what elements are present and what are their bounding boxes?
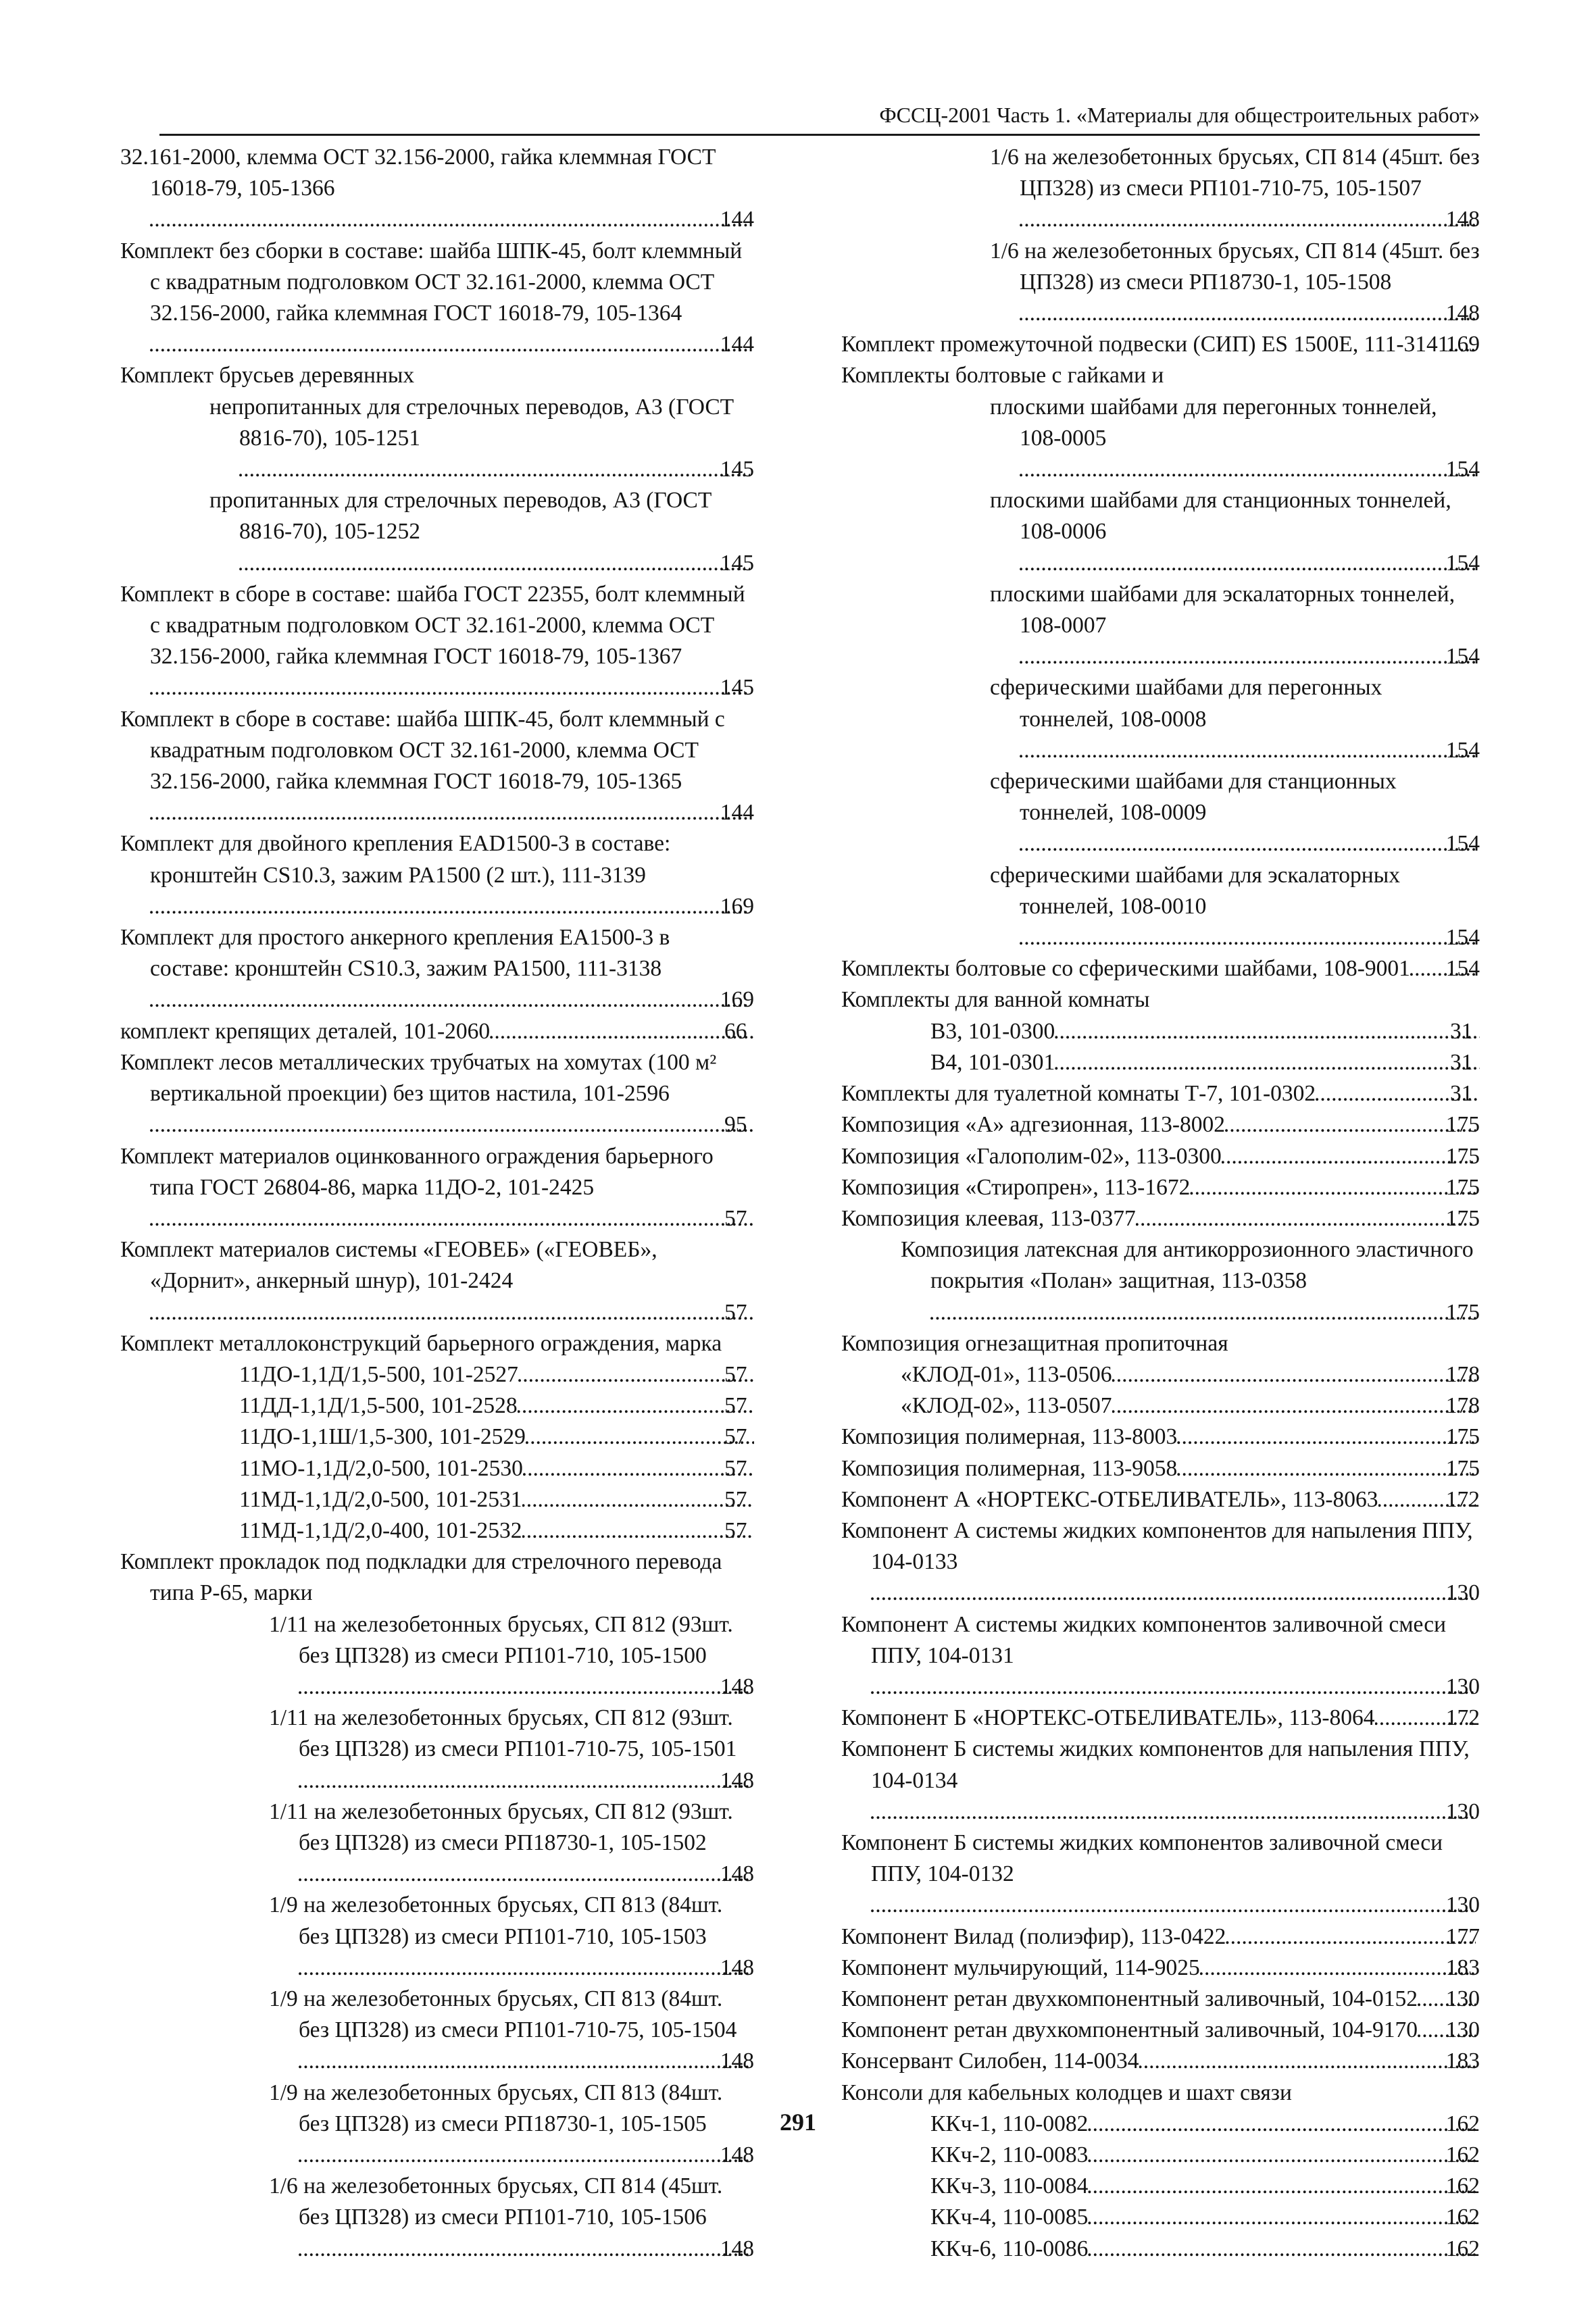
entry-text: Компонент мульчирующий, 114-9025 [841,1955,1200,1980]
entry-page: 130 [1445,1799,1480,1824]
entry-text: Композиция полимерная, 113-9058 [841,1455,1178,1481]
entry-text: плоскими шайбами для эскалаторных тоннелей, 108-0007 [990,581,1461,638]
entry-text: Композиция полимерная, 113-8003 [841,1424,1178,1450]
entry-text: 11ДО-1,1Ш/1,5-300, 101-2529 [239,1424,526,1450]
index-entry: 11ДО-1,1Ш/1,5-300, 101-2529 ..... 57 [120,1422,754,1453]
index-heading: Композиция огнезащитная пропиточная [841,1330,1228,1356]
dot-leader [1136,1203,1476,1234]
entry-text: Комплект материалов системы «ГЕОВЕБ» («ГЕОВЕБ», «Дорнит», анкерный шнур), 101-2424 [120,1237,664,1294]
entry-text: Комплекты болтовые со сферическими шайбами, 108-9001 [841,956,1410,982]
index-entry [841,2202,1480,2233]
index-entry [841,953,1480,984]
running-header: ФССЦ-2001 Часть 1. «Материалы для общестроительных работ» [879,103,1480,127]
index-heading: Комплект прокладок под подкладки для стрелочного перевода типа Р-65, марки [120,1549,728,1606]
dot-leader [150,204,750,235]
entry-page: 154 [1445,737,1480,763]
index-entry: Комплекты для туалетной комнаты Т-7, 101-0302 ..... 31 [841,1078,1480,1109]
entry-page: 148 [720,1955,754,1980]
entry-text: Компонент Вилад (полиэфир), 113-0422 [841,1923,1226,1949]
dot-leader [1177,1453,1475,1484]
entry-page: 162 [1445,2205,1480,2230]
index-entry [120,1890,754,1984]
index-entry [120,579,754,704]
index-entry [841,2234,1480,2265]
index-entry [120,142,754,236]
entry-page: 145 [720,675,754,701]
dot-leader [1020,922,1476,953]
entry-text: Компонент ретан двухкомпонентный заливочный, 104-0152 [841,1986,1418,2011]
entry-page: 162 [1445,2236,1480,2261]
index-column-left [120,142,754,2265]
entry-text: Компонент Б «НОРТЕКС-ОТБЕЛИВАТЕЛЬ», 113-8064 [841,1705,1375,1731]
index-entry: В4, 101-0301 ..... 31 [841,1047,1480,1078]
header-rule [159,134,1480,136]
entry-page: 175 [1445,1112,1480,1138]
entry-text: пропитанных для стрелочных переводов, А3 (ГОСТ 8816-70), 105-1252 [209,488,718,545]
entry-page: 175 [1445,1455,1480,1481]
dot-leader [1020,735,1476,766]
dot-leader [1200,1953,1476,1984]
index-entry [841,329,1480,360]
index-entry [841,392,1480,486]
entry-text: Компонент А «НОРТЕКС-ОТБЕЛИВАТЕЛЬ», 113-8063 [841,1486,1378,1512]
dot-leader [871,1796,1476,1828]
entry-text: Комплект для простого анкерного крепления EA1500-3 в составе: кронштейн CS10.3, зажим PA1500, 111-3138 [120,925,676,982]
entry-page: 183 [1445,1955,1480,1980]
entry-page: 175 [1445,1143,1480,1169]
entry-text: 11МД-1,1Д/2,0-500, 101-2531 [239,1486,522,1512]
entry-text: Композиция латексная для антикоррозионного эластичного покрытия «Полан» защитная, 113-0358 [901,1237,1479,1294]
index-entry [841,1515,1480,1609]
dot-leader [150,891,750,922]
entry-text: плоскими шайбами для станционных тоннелей, 108-0006 [990,488,1457,545]
entry-text: В4, 101-0301 [930,1049,1055,1075]
entry-text: 1/6 на железобетонных брусьях, СП 814 (45шт. без ЦП328) из смеси РП18730-1, 105-1508 [990,238,1486,295]
dot-leader [871,1671,1476,1703]
index-entry [841,1359,1480,1390]
entry-text: Компонент Б системы жидких компонентов для напыления ППУ, 104-0134 [841,1736,1476,1793]
dot-leader [526,1422,754,1453]
dot-leader [150,329,750,360]
index-entry: 11МО-1,1Д/2,0-500, 101-2530 ..... 57 [120,1453,754,1484]
index-entry [841,672,1480,766]
entry-text: ККч-4, 110-0085 [930,2205,1089,2230]
dot-leader [1088,2202,1475,2233]
entry-text: «КЛОД-02», 113-0507 [901,1393,1112,1419]
entry-text: Компонент ретан двухкомпонентный заливочный, 104-9170 [841,2017,1418,2043]
dot-leader [522,1515,754,1546]
dot-leader [518,1390,754,1422]
index-entry: комплект крепящих деталей, 101-2060 ..... 66 [120,1016,754,1047]
index-entry [841,1109,1480,1140]
dot-leader [1139,2046,1476,2077]
entry-text: 1/11 на железобетонных брусьях, СП 812 (93шт. без ЦП328) из смеси РП101-710-75, 105-1501 [269,1705,739,1762]
index-entry [841,1141,1480,1172]
entry-page: 148 [720,1674,754,1699]
entry-text: Композиция клеевая, 113-0377 [841,1205,1136,1231]
dot-leader [1020,298,1476,329]
entry-page: 175 [1445,1174,1480,1200]
entry-text: 1/11 на железобетонных брусьях, СП 812 (93шт. без ЦП328) из смеси РП18730-1, 105-1502 [269,1799,739,1855]
entry-text: ККч-3, 110-0084 [930,2173,1089,2199]
index-heading: Консоли для кабельных колодцев и шахт связи [841,2080,1292,2105]
entry-text: сферическими шайбами для эскалаторных тоннелей, 108-0010 [990,862,1406,919]
entry-text: Комплект промежуточной подвески (СИП) ES 1500E, 111-3141 [841,332,1449,357]
entry-page: 144 [720,332,754,357]
dot-leader [1020,204,1476,235]
entry-page: 172 [1445,1486,1480,1512]
index-entry [841,2015,1480,2046]
entry-text: Консервант Силобен, 114-0034 [841,2048,1139,2074]
entry-text: непропитанных для стрелочных переводов, А3 (ГОСТ 8816-70), 105-1251 [209,394,740,451]
index-entry [841,2140,1480,2171]
dot-leader [1190,1172,1475,1203]
dot-leader [239,548,750,579]
entry-text: Комплект материалов оцинкованного ограждения барьерного типа ГОСТ 26804-86, марка 11ДО-2, 101-2425 [120,1143,720,1200]
dot-leader [1088,2140,1475,2171]
entry-text: плоскими шайбами для перегонных тоннелей, 108-0005 [990,394,1443,451]
entry-text: сферическими шайбами для станционных тоннелей, 108-0009 [990,769,1403,826]
index-heading: Комплекты болтовые с гайками и [841,363,1164,388]
index-entry: Комплект материалов системы «ГЕОВЕБ» («ГЕОВЕБ», «Дорнит», анкерный шнур), 101-2424 ..... 57 [120,1234,754,1328]
entry-text: 11МО-1,1Д/2,0-500, 101-2530 [239,1455,523,1481]
index-entry [841,766,1480,860]
entry-text: Комплект без сборки в составе: шайба ШПК-45, болт клеммный с квадратным подголовком ОСТ 32.161-2000, клемма ОСТ 32.156-2000, гайка клеммная ГОСТ 16018-79, 105-1364 [120,238,748,326]
dot-leader [523,1453,754,1484]
entry-page: 175 [1445,1424,1480,1450]
index-entry [841,579,1480,673]
dot-leader [1112,1359,1476,1390]
dot-leader [1020,828,1476,859]
entry-page: 162 [1445,2173,1480,2199]
entry-text: 11МД-1,1Д/2,0-400, 101-2532 [239,1517,522,1543]
dot-leader [299,1953,750,1984]
dot-leader [522,1484,754,1515]
entry-text: комплект крепящих деталей, 101-2060 [120,1018,491,1044]
entry-page: 130 [1445,1674,1480,1699]
dot-leader [299,2046,750,2077]
index-entry [841,236,1486,330]
entry-page: 178 [1445,1393,1480,1419]
index-entry [841,1484,1480,1515]
entry-page: 177 [1445,1923,1480,1949]
index-entry [841,860,1480,954]
index-entry [120,392,754,486]
dot-leader [1055,1016,1480,1047]
dot-leader [930,1297,1476,1328]
index-entry [841,1734,1480,1828]
index-entry [841,1703,1480,1734]
index-entry [841,1234,1480,1328]
dot-leader [150,672,750,703]
dot-leader [1226,1921,1475,1953]
entry-page: 130 [1445,1892,1480,1918]
entry-text: «КЛОД-01», 113-0506 [901,1361,1112,1387]
dot-leader [299,1859,750,1890]
entry-text: 1/9 на железобетонных брусьях, СП 813 (84шт. без ЦП328) из смеси РП18730-1, 105-1505 [269,2080,728,2136]
index-entry [841,1422,1480,1453]
entry-page: 183 [1445,2048,1480,2074]
entry-page: 145 [720,457,754,482]
entry-text: ККч-2, 110-0083 [930,2142,1089,2167]
entry-text: В3, 101-0300 [930,1018,1055,1044]
entry-page: 130 [1445,2017,1480,2043]
index-entry [841,2046,1480,2077]
dot-leader [299,1765,750,1796]
index-heading: Комплект брусьев деревянных [120,363,415,388]
entry-page: 172 [1445,1705,1480,1731]
entry-page: 145 [720,550,754,576]
entry-page: 144 [720,207,754,232]
dot-leader [490,1016,754,1047]
dot-leader [1177,1422,1475,1453]
entry-text: Композиция «Галополим-02», 113-0300 [841,1143,1222,1169]
entry-page: 148 [1445,301,1480,326]
entry-page: 154 [1445,550,1480,576]
index-entry [120,236,754,361]
dot-leader [150,797,750,828]
index-entry [841,1828,1480,1921]
entry-page: 154 [1445,956,1480,982]
entry-text: 1/6 на железобетонных брусьях, СП 814 (45шт. без ЦП328) из смеси РП101-710, 105-1506 [269,2173,728,2230]
entry-text: Компонент Б системы жидких компонентов заливочной смеси ППУ, 104-0132 [841,1830,1449,1887]
entry-text: Компонент А системы жидких компонентов заливочной смеси ППУ, 104-0131 [841,1611,1452,1668]
entry-page: 162 [1445,2111,1480,2136]
index-heading: Комплект металлоконструкций барьерного ограждения, марка [120,1330,722,1356]
entry-text: ККч-1, 110-0082 [930,2111,1089,2136]
index-column-right [841,142,1486,2265]
entry-page: 148 [720,1861,754,1887]
index-entry [841,2171,1480,2202]
entry-page: 144 [720,800,754,826]
entry-page: 154 [1445,925,1480,951]
entry-text: Комплект в сборе в составе: шайба ГОСТ 22355, болт клеммный с квадратным подголовком ОСТ 32.161-2000, клемма ОСТ 32.156-2000, гайка клеммная ГОСТ 16018-79, 105-1367 [120,581,751,670]
index-entry [841,1953,1480,1984]
entry-page: 148 [720,1767,754,1793]
index-entry [841,1984,1480,2015]
index-entry [841,485,1480,579]
entry-text: 32.161-2000, клемма ОСТ 32.156-2000, гайка клеммная ГОСТ 16018-79, 105-1366 [120,145,722,201]
dot-leader [150,1109,754,1140]
dot-leader [239,454,750,485]
dot-leader [150,1297,754,1328]
index-entry [120,704,754,829]
dot-leader [1112,1390,1476,1422]
entry-page: 178 [1445,1361,1480,1387]
dot-leader [150,1203,754,1234]
dot-leader [1088,2171,1475,2202]
entry-text: Комплекты для туалетной комнаты Т-7, 101-0302 [841,1081,1316,1107]
index-entry: 11ДО-1,1Д/1,5-500, 101-2527 ..... 57 [120,1359,754,1390]
dot-leader [299,2234,750,2265]
entry-text: Комплект лесов металлических трубчатых на хомутах (100 м² вертикальной проекции) без щитов настила, 101-2596 [120,1049,722,1107]
index-entry [120,828,754,922]
dot-leader [1020,548,1476,579]
dot-leader [1225,1109,1476,1140]
entry-text: Композиция «А» адгезионная, 113-8002 [841,1112,1225,1138]
dot-leader [871,1578,1476,1609]
entry-page: 175 [1445,1299,1480,1325]
page-number: 291 [780,2109,816,2136]
index-entry: 11МД-1,1Д/2,0-500, 101-2531 ..... 57 [120,1484,754,1515]
index-entry [120,922,754,1016]
dot-leader [871,1890,1476,1921]
entry-page: 148 [720,2142,754,2167]
entry-page: 169 [720,893,754,919]
index-entry [841,142,1486,236]
entry-text: 1/9 на железобетонных брусьях, СП 813 (84шт. без ЦП328) из смеси РП101-710-75, 105-1504 [269,1986,737,2043]
index-entry [120,485,754,579]
index-entry [841,1609,1480,1703]
dot-leader [150,984,750,1015]
index-entry: 11ДД-1,1Д/1,5-500, 101-2528 ..... 57 [120,1390,754,1422]
dot-leader [299,1671,750,1703]
dot-leader [299,2140,750,2171]
index-entry: 11МД-1,1Д/2,0-400, 101-2532 ..... 57 [120,1515,754,1546]
entry-page: 169 [720,987,754,1013]
index-entry [120,2171,754,2265]
index-entry [120,1609,754,1703]
dot-leader [1020,641,1476,672]
index-entry [120,1984,754,2078]
entry-page: 154 [1445,831,1480,857]
index-heading: Комплекты для ванной комнаты [841,987,1150,1013]
entry-text: Комплект в сборе в составе: шайба ШПК-45, болт клеммный с квадратным подголовком ОСТ 32.161-2000, клемма ОСТ 32.156-2000, гайка клеммная ГОСТ 16018-79, 105-1365 [120,706,731,795]
dot-leader [1222,1141,1476,1172]
entry-page: 130 [1445,1580,1480,1606]
index-entry [841,1203,1480,1234]
entry-page: 130 [1445,1986,1480,2011]
index-entry [841,1172,1480,1203]
entry-page: 162 [1445,2142,1480,2167]
entry-page: 154 [1445,457,1480,482]
entry-page: 148 [720,2236,754,2261]
entry-text: 11ДО-1,1Д/1,5-500, 101-2527 [239,1361,518,1387]
entry-text: Композиция «Стиропрен», 113-1672 [841,1174,1191,1200]
index-entry [120,1703,754,1796]
index-entry [841,1453,1480,1484]
dot-leader [518,1359,754,1390]
entry-text: 1/9 на железобетонных брусьях, СП 813 (84шт. без ЦП328) из смеси РП101-710, 105-1503 [269,1892,728,1949]
index-entry [841,1390,1480,1422]
entry-page: 169 [1445,332,1480,357]
entry-page: 148 [1445,207,1480,232]
entry-text: 1/6 на железобетонных брусьях, СП 814 (45шт. без ЦП328) из смеси РП101-710-75, 105-1507 [990,145,1486,201]
dot-leader [1055,1047,1480,1078]
index-entry: Комплект лесов металлических трубчатых на хомутах (100 м² вертикальной проекции) без щитов настила, 101-2596 ..... 95 [120,1047,754,1141]
index-entry [120,1796,754,1890]
entry-text: Компонент А системы жидких компонентов для напыления ППУ, 104-0133 [841,1517,1479,1575]
entry-page: 148 [720,2048,754,2074]
entry-page: 154 [1445,644,1480,670]
entry-text: сферическими шайбами для перегонных тоннелей, 108-0008 [990,675,1388,732]
entry-text: Комплект для двойного крепления EAD1500-3 в составе: кронштейн CS10.3, зажим PA1500 (2 шт.), 111-3139 [120,831,676,888]
index-entry [841,1921,1480,1953]
dot-leader [1088,2234,1475,2265]
entry-text: 11ДД-1,1Д/1,5-500, 101-2528 [239,1393,518,1419]
entry-page: 175 [1445,1205,1480,1231]
index-entry: В3, 101-0300 ..... 31 [841,1016,1480,1047]
index-entry: Комплект материалов оцинкованного ограждения барьерного типа ГОСТ 26804-86, марка 11ДО-2, 101-2425 ..... 57 [120,1141,754,1235]
dot-leader [1020,454,1476,485]
entry-text: ККч-6, 110-0086 [930,2236,1089,2261]
entry-text: 1/11 на железобетонных брусьях, СП 812 (93шт. без ЦП328) из смеси РП101-710, 105-1500 [269,1611,739,1668]
